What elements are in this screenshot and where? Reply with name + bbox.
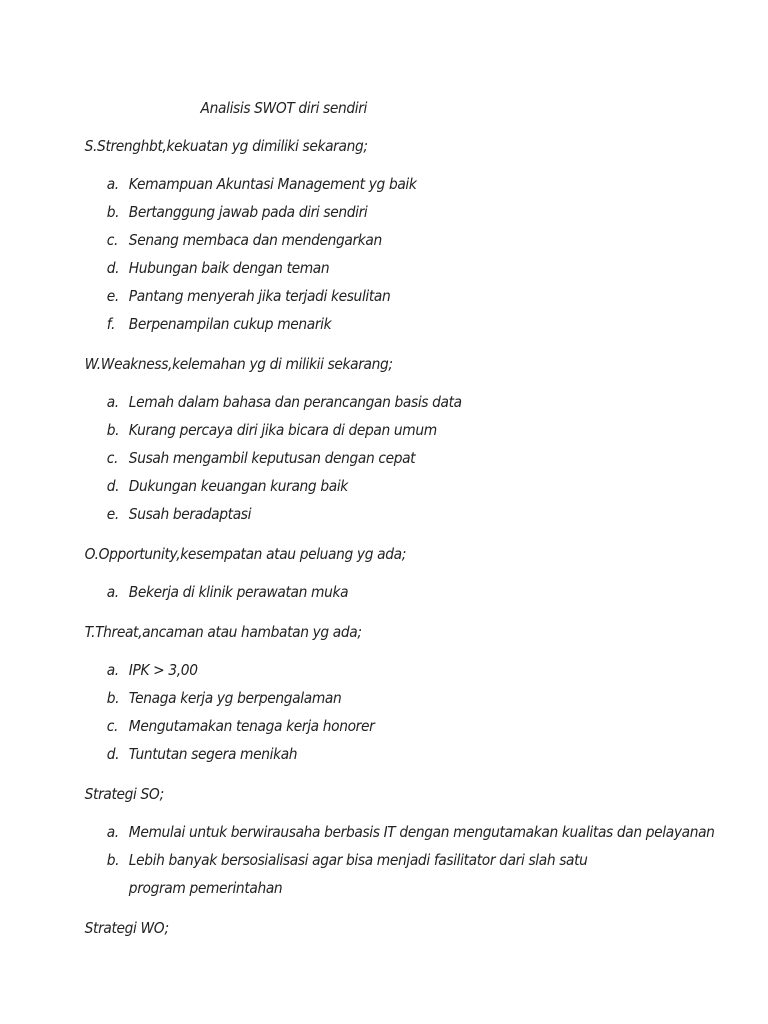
section-threat xyxy=(85,620,652,768)
list-marker: a. xyxy=(106,661,119,679)
list-item xyxy=(107,170,652,198)
document-title: Analisis SWOT diri sendiri xyxy=(200,99,368,117)
list-item xyxy=(107,740,652,768)
list-item-text: Kurang percaya diri jika bicara di depan umum xyxy=(128,421,437,439)
list-item-text: Tuntutan segera menikah xyxy=(128,745,298,763)
opportunity-list xyxy=(85,578,652,606)
list-item xyxy=(107,444,652,472)
section-heading-weakness: W.Weakness,kelemahan yg di milikii sekarang; xyxy=(84,355,393,373)
list-item xyxy=(107,500,652,528)
list-item xyxy=(107,416,652,444)
list-marker: d. xyxy=(106,745,120,763)
section-heading-opportunity: O.Opportunity,kesempatan atau peluang yg ada; xyxy=(84,545,406,563)
list-item-text: Memulai untuk berwirausaha berbasis IT dengan mengutamakan kualitas dan pelayanan xyxy=(128,823,715,841)
list-item xyxy=(106,818,715,846)
section-strength xyxy=(85,134,652,338)
list-item-text: Bertanggung jawab pada diri sendiri xyxy=(128,203,368,221)
strategy-so-list xyxy=(85,818,715,902)
list-marker: e. xyxy=(106,287,119,305)
list-item-text: Lemah dalam bahasa dan perancangan basis data xyxy=(128,393,462,411)
list-item-text: Lebih banyak bersosialisasi agar bisa menjadi fasilitator dari slah satu program pemerintahan xyxy=(128,851,588,897)
list-item xyxy=(107,684,652,712)
list-item xyxy=(107,712,652,740)
list-item-text: Kemampuan Akuntasi Management yg baik xyxy=(128,175,417,193)
list-marker: c. xyxy=(106,231,118,249)
list-marker: c. xyxy=(106,717,118,735)
list-item xyxy=(107,388,652,416)
list-item xyxy=(107,254,652,282)
list-item xyxy=(107,578,652,606)
list-item-text: Susah mengambil keputusan dengan cepat xyxy=(128,449,416,467)
list-marker: d. xyxy=(106,259,120,277)
list-item xyxy=(107,198,652,226)
list-marker: a. xyxy=(106,175,119,193)
list-item-text: Hubungan baik dengan teman xyxy=(128,259,330,277)
list-item xyxy=(107,846,652,902)
strength-list xyxy=(85,170,652,338)
threat-list xyxy=(85,656,652,768)
list-item-text: Berpenampilan cukup menarik xyxy=(128,315,332,333)
list-marker: c. xyxy=(106,449,118,467)
list-item xyxy=(107,282,652,310)
section-heading-strength: S.Strenghbt,kekuatan yg dimiliki sekarang; xyxy=(84,137,368,155)
list-item-text: Susah beradaptasi xyxy=(128,505,252,523)
list-item xyxy=(107,226,652,254)
list-marker: b. xyxy=(106,421,120,439)
section-heading-threat: T.Threat,ancaman atau hambatan yg ada; xyxy=(84,623,362,641)
list-item xyxy=(107,656,652,684)
list-marker: a. xyxy=(106,393,119,411)
list-marker: f. xyxy=(106,315,115,333)
section-strategy-so xyxy=(84,782,715,902)
list-item xyxy=(107,472,652,500)
list-marker: a. xyxy=(106,583,119,601)
list-item-text: Mengutamakan tenaga kerja honorer xyxy=(128,717,375,735)
list-item-text: Dukungan keuangan kurang baik xyxy=(128,477,348,495)
section-opportunity xyxy=(85,542,652,606)
list-marker: b. xyxy=(106,689,120,707)
section-strategy-wo xyxy=(85,916,652,940)
section-heading-strategy-so: Strategi SO; xyxy=(84,785,164,803)
list-item xyxy=(107,310,652,338)
list-marker: a. xyxy=(106,823,119,841)
list-marker: b. xyxy=(106,851,120,869)
list-item-text: Tenaga kerja yg berpengalaman xyxy=(128,689,342,707)
list-marker: e. xyxy=(106,505,119,523)
list-item-text: Senang membaca dan mendengarkan xyxy=(128,231,382,249)
section-heading-strategy-wo: Strategi WO; xyxy=(84,919,169,937)
weakness-list xyxy=(85,388,652,528)
list-item-text: Pantang menyerah jika terjadi kesulitan xyxy=(128,287,391,305)
section-weakness xyxy=(85,352,652,528)
list-item-text: Bekerja di klinik perawatan muka xyxy=(128,583,349,601)
list-marker: b. xyxy=(106,203,120,221)
list-marker: d. xyxy=(106,477,120,495)
list-item-text: IPK > 3,00 xyxy=(128,661,198,679)
